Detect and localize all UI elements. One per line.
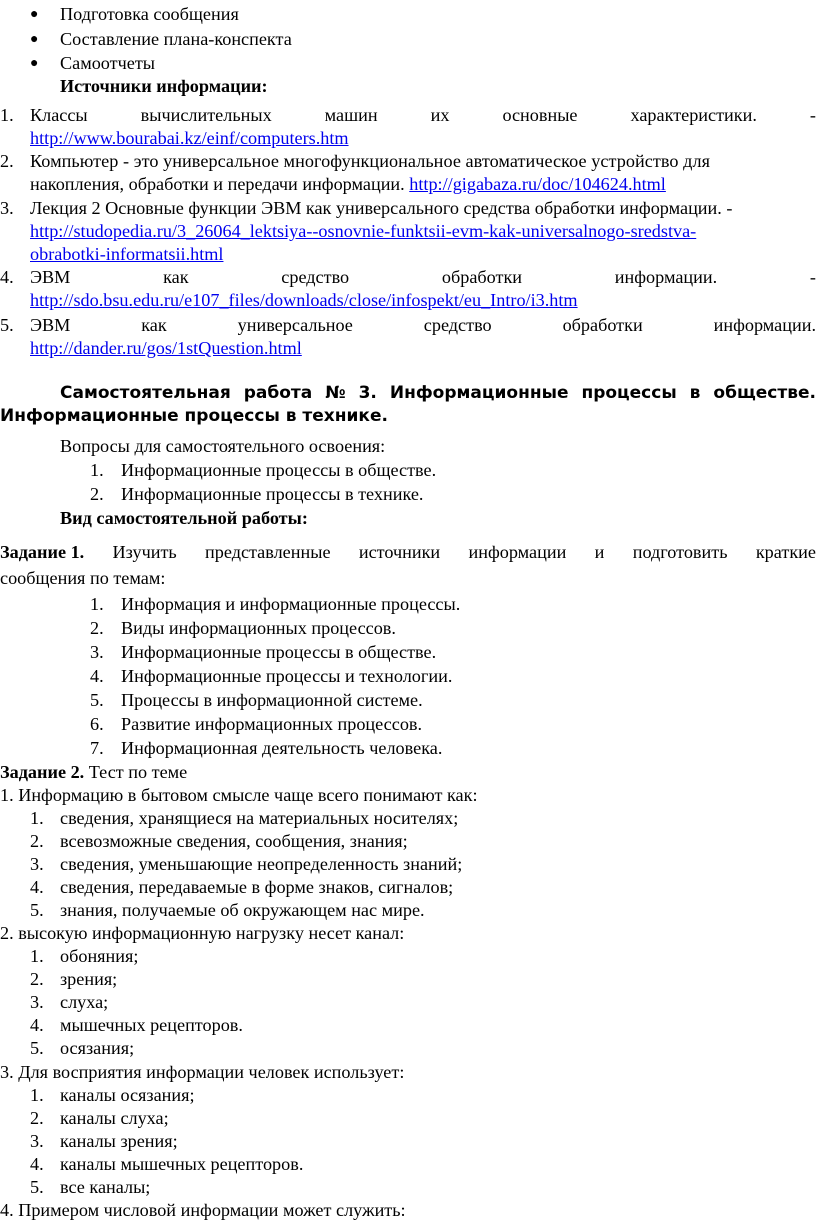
- word: обработки: [562, 315, 643, 335]
- topic-item: Информационные процессы в обществе.: [121, 642, 437, 662]
- task1-text: [0, 541, 816, 564]
- task1-label: Задание 1.: [0, 542, 85, 562]
- test-question: 1. Информацию в бытовом смысле чаще всего понимают как:: [0, 785, 478, 805]
- option-number: 5.: [30, 900, 44, 920]
- word: Классы: [30, 105, 88, 125]
- word: в: [689, 383, 701, 403]
- word: информации.: [614, 267, 718, 287]
- test-question: 2. высокую информационную нагрузку несет канал:: [0, 923, 405, 943]
- test-option: каналы слуха;: [60, 1108, 169, 1128]
- option-number: 3.: [30, 992, 44, 1012]
- topic-item: Информационные процессы и технологии.: [121, 666, 453, 686]
- topic-item: Информационная деятельность человека.: [121, 738, 443, 758]
- source-number: 5.: [0, 315, 14, 335]
- source-title: Компьютер - это универсальное многофункциональное автоматическое устройство для: [30, 151, 710, 171]
- word: как: [141, 315, 167, 335]
- option-number: 3.: [30, 854, 44, 874]
- bullet-icon: ●: [30, 56, 39, 71]
- source-number: 2.: [0, 151, 14, 171]
- word: как: [163, 267, 189, 287]
- test-option: слуха;: [60, 992, 109, 1012]
- test-option: каналы мышечных рецепторов.: [60, 1154, 304, 1174]
- test-option: сведения, передаваемые в форме знаков, сигналов;: [60, 877, 454, 897]
- test-option: каналы осязания;: [60, 1085, 195, 1105]
- word: их: [430, 105, 450, 125]
- topic-item: Развитие информационных процессов.: [121, 714, 423, 734]
- test-option: зрения;: [60, 969, 118, 989]
- test-option: сведения, уменьшающие неопределенность знаний;: [60, 854, 463, 874]
- question-number: 2.: [90, 484, 104, 504]
- option-number: 2.: [30, 831, 44, 851]
- topic-number: 7.: [90, 738, 104, 758]
- bullet-icon: ●: [30, 32, 39, 47]
- source-number: 3.: [0, 198, 14, 218]
- option-number: 2.: [30, 1108, 44, 1128]
- option-number: 4.: [30, 1015, 44, 1035]
- topic-number: 2.: [90, 618, 104, 638]
- word: информации.: [713, 315, 816, 335]
- bullet-item: Подготовка сообщения: [60, 4, 239, 24]
- word: универсальное: [237, 315, 353, 335]
- word: подготовить: [632, 542, 728, 562]
- bullet-icon: ●: [30, 7, 39, 22]
- test-option: сведения, хранящиеся на материальных носителях;: [60, 808, 459, 828]
- bullet-item: Самоотчеты: [60, 53, 155, 73]
- option-number: 5.: [30, 1177, 44, 1197]
- source-title: Лекция 2 Основные функции ЭВМ как универсального средства обработки информации. -: [30, 198, 733, 218]
- questions-intro: Вопросы для самостоятельного освоения:: [60, 436, 386, 456]
- topic-number: 5.: [90, 690, 104, 710]
- word: краткие: [755, 542, 816, 562]
- question-item: Информационные процессы в технике.: [121, 484, 424, 504]
- option-number: 3.: [30, 1131, 44, 1151]
- question-number: 1.: [90, 460, 104, 480]
- option-number: 1.: [30, 808, 44, 828]
- word: обработки: [441, 267, 523, 287]
- word: основные: [502, 105, 578, 125]
- word: №: [325, 383, 346, 403]
- task1-text-line2: сообщения по темам:: [0, 568, 166, 588]
- source-link[interactable]: http://sdo.bsu.edu.ru/e107_files/downloads/close/infospekt/eu_Intro/i3.htm: [30, 290, 578, 310]
- word: и: [594, 542, 605, 562]
- word: Информационные: [389, 383, 569, 403]
- test-question: 3. Для восприятия информации человек использует:: [0, 1062, 405, 1082]
- option-number: 1.: [30, 946, 44, 966]
- source-number: 1.: [0, 105, 14, 125]
- source-link[interactable]: obrabotki-informatsii.html: [30, 244, 224, 264]
- task2-label: Задание 2.: [0, 762, 85, 782]
- word: средство: [281, 267, 350, 287]
- work-title-line2: Информационные процессы в технике.: [0, 406, 388, 426]
- test-option: осязания;: [60, 1038, 135, 1058]
- word: Самостоятельная: [60, 383, 231, 403]
- source-title: [30, 266, 816, 289]
- test-option: всевозможные сведения, сообщения, знания;: [60, 831, 408, 851]
- word: вычислительных: [140, 105, 272, 125]
- test-option: обоняния;: [60, 946, 139, 966]
- topic-number: 3.: [90, 642, 104, 662]
- option-number: 2.: [30, 969, 44, 989]
- topic-item: Информация и информационные процессы.: [121, 594, 461, 614]
- task2-text: Тест по теме: [84, 762, 188, 782]
- word: Изучить: [112, 542, 177, 562]
- topic-number: 4.: [90, 666, 104, 686]
- source-title: [30, 104, 816, 127]
- work-kind-heading: Вид самостоятельной работы:: [60, 508, 308, 528]
- topic-item: Процессы в информационной системе.: [121, 690, 423, 710]
- option-number: 4.: [30, 877, 44, 897]
- topic-number: 1.: [90, 594, 104, 614]
- source-text: накопления, обработки и передачи информации.: [30, 174, 405, 194]
- source-link[interactable]: http://gigabaza.ru/doc/104624.html: [409, 174, 666, 194]
- bullet-item: Составление плана-конспекта: [60, 29, 292, 49]
- option-number: 1.: [30, 1085, 44, 1105]
- source-number: 4.: [0, 267, 14, 287]
- word: -: [809, 105, 816, 125]
- word: -: [809, 267, 816, 287]
- word: ЭВМ: [30, 267, 71, 287]
- work-title: [60, 382, 816, 405]
- word: работа: [243, 383, 313, 403]
- word: обществе.: [713, 383, 816, 403]
- topic-number: 6.: [90, 714, 104, 734]
- topic-item: Виды информационных процессов.: [121, 618, 396, 638]
- word: характеристики.: [630, 105, 757, 125]
- test-question: 4. Примером числовой информации может служить:: [0, 1200, 406, 1220]
- sources-heading: Источники информации:: [60, 76, 268, 96]
- test-option: знания, получаемые об окружающем нас мире.: [60, 900, 425, 920]
- word: 3.: [358, 383, 377, 403]
- source-link[interactable]: http://www.bourabai.kz/einf/computers.htm: [30, 128, 349, 148]
- test-option: все каналы;: [60, 1177, 151, 1197]
- word: машин: [324, 105, 378, 125]
- word: процессы: [581, 383, 677, 403]
- word: представленные: [205, 542, 331, 562]
- word: ЭВМ: [30, 315, 71, 335]
- word: источники: [358, 542, 441, 562]
- question-item: Информационные процессы в обществе.: [121, 460, 437, 480]
- source-link[interactable]: http://dander.ru/gos/1stQuestion.html: [30, 338, 302, 358]
- test-option: каналы зрения;: [60, 1131, 178, 1151]
- test-option: мышечных рецепторов.: [60, 1015, 243, 1035]
- task2: [0, 761, 187, 784]
- source-title: [30, 314, 816, 337]
- source-link[interactable]: http://studopedia.ru/3_26064_lektsiya--osnovnie-funktsii-evm-kak-universalnogo-sredstva-: [30, 221, 697, 241]
- option-number: 4.: [30, 1154, 44, 1174]
- word: средство: [423, 315, 492, 335]
- option-number: 5.: [30, 1038, 44, 1058]
- word: информации: [468, 542, 567, 562]
